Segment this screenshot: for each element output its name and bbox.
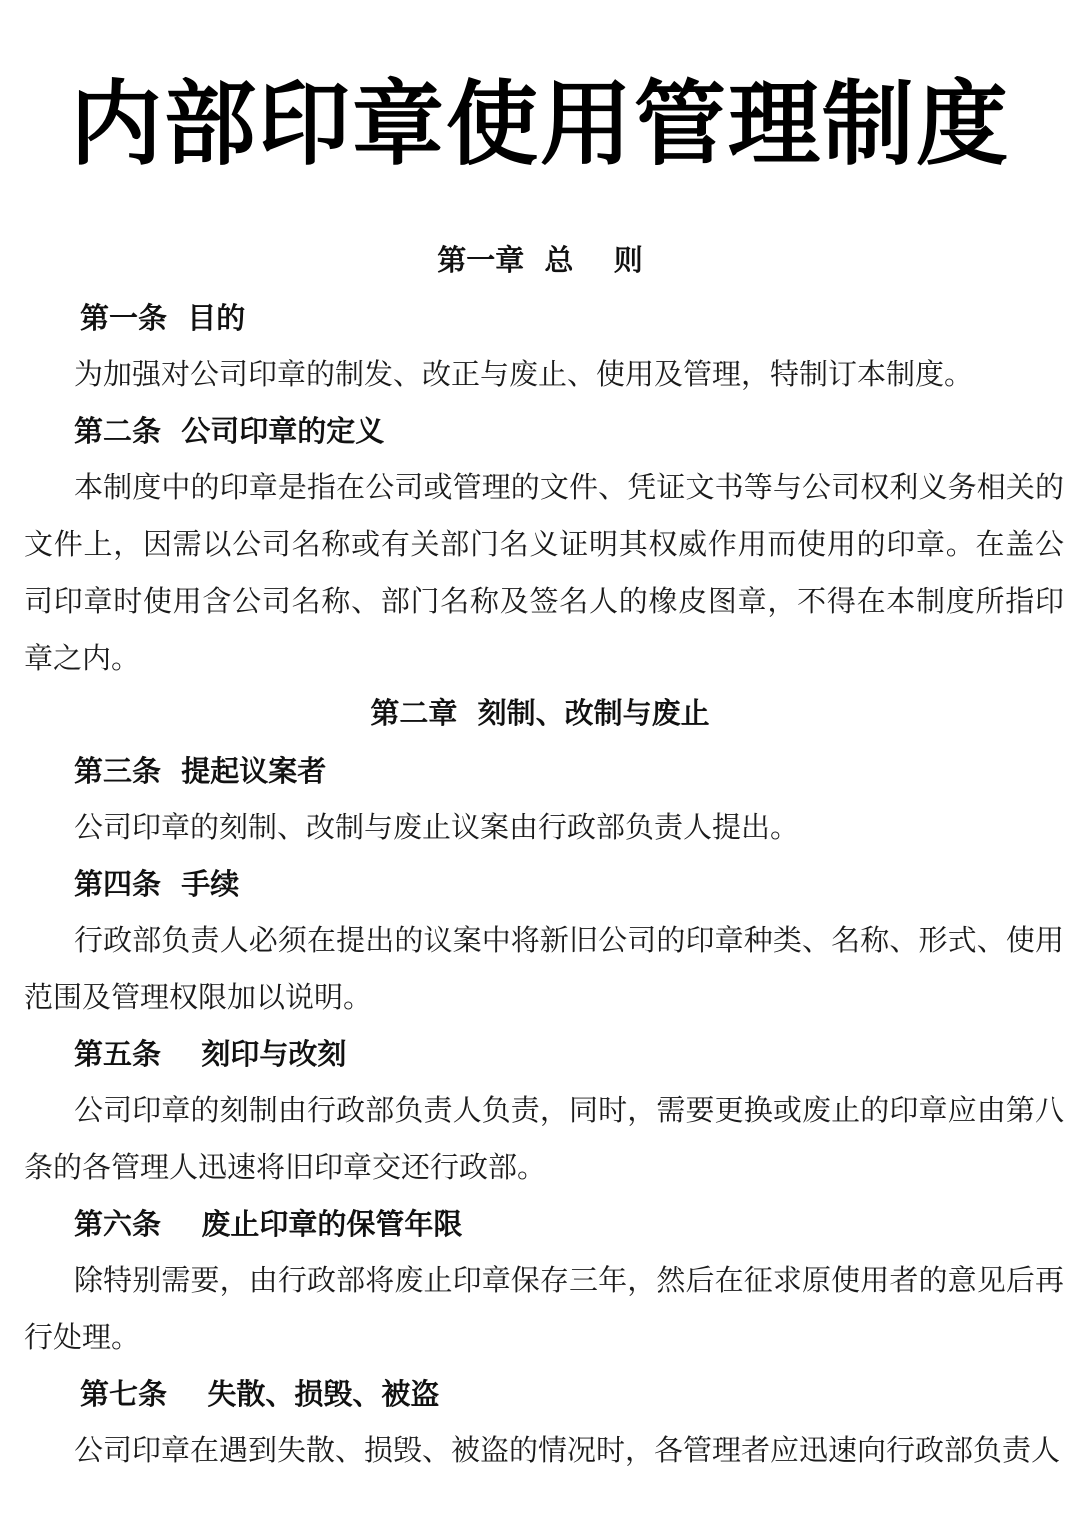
- chapter-heading-2: 第二章 刻制、改制与废止: [370, 696, 710, 730]
- article-heading-5: 第五条 刻印与改刻: [74, 1037, 347, 1071]
- article-body-4: 行政部负责人必须在提出的议案中将新旧公司的印章种类、名称、形式、使用范围及管理权限加以说明。: [24, 923, 1064, 1014]
- chapter-heading-1: 第一章 总 则: [437, 243, 643, 277]
- document-title: 内部印章使用管理制度: [69, 71, 1010, 178]
- article-heading-2: 第二条 公司印章的定义: [74, 414, 385, 448]
- article-body-2: 本制度中的印章是指在公司或管理的文件、凭证文书等与公司权利义务相关的文件上，因需以公司名称或有关部门名义证明其权威作用而使用的印章。在盖公司印章时使用含公司名称、部门名称及签名人的橡皮图章，不得在本制度所指印章之内。: [24, 470, 1064, 675]
- article-body-6: 除特别需要，由行政部将废止印章保存三年，然后在征求原使用者的意见后再行处理。: [24, 1263, 1064, 1354]
- article-heading-4: 第四条 手续: [74, 867, 240, 901]
- article-body-7: 公司印章在遇到失散、损毁、被盗的情况时，各管理者应迅速向行政部负责人: [74, 1433, 1061, 1467]
- article-body-1: 为加强对公司印章的制发、改正与废止、使用及管理，特制订本制度。: [74, 357, 974, 391]
- article-heading-3: 第三条 提起议案者: [74, 754, 327, 788]
- article-body-5: 公司印章的刻制由行政部负责人负责，同时，需要更换或废止的印章应由第八条的各管理人迅速将旧印章交还行政部。: [24, 1093, 1064, 1184]
- article-heading-6: 第六条 废止印章的保管年限: [74, 1207, 463, 1241]
- article-heading-1: 第一条 目的: [80, 301, 246, 335]
- article-body-3: 公司印章的刻制、改制与废止议案由行政部负责人提出。: [74, 810, 800, 844]
- article-heading-7: 第七条 失散、损毁、被盗: [80, 1377, 440, 1411]
